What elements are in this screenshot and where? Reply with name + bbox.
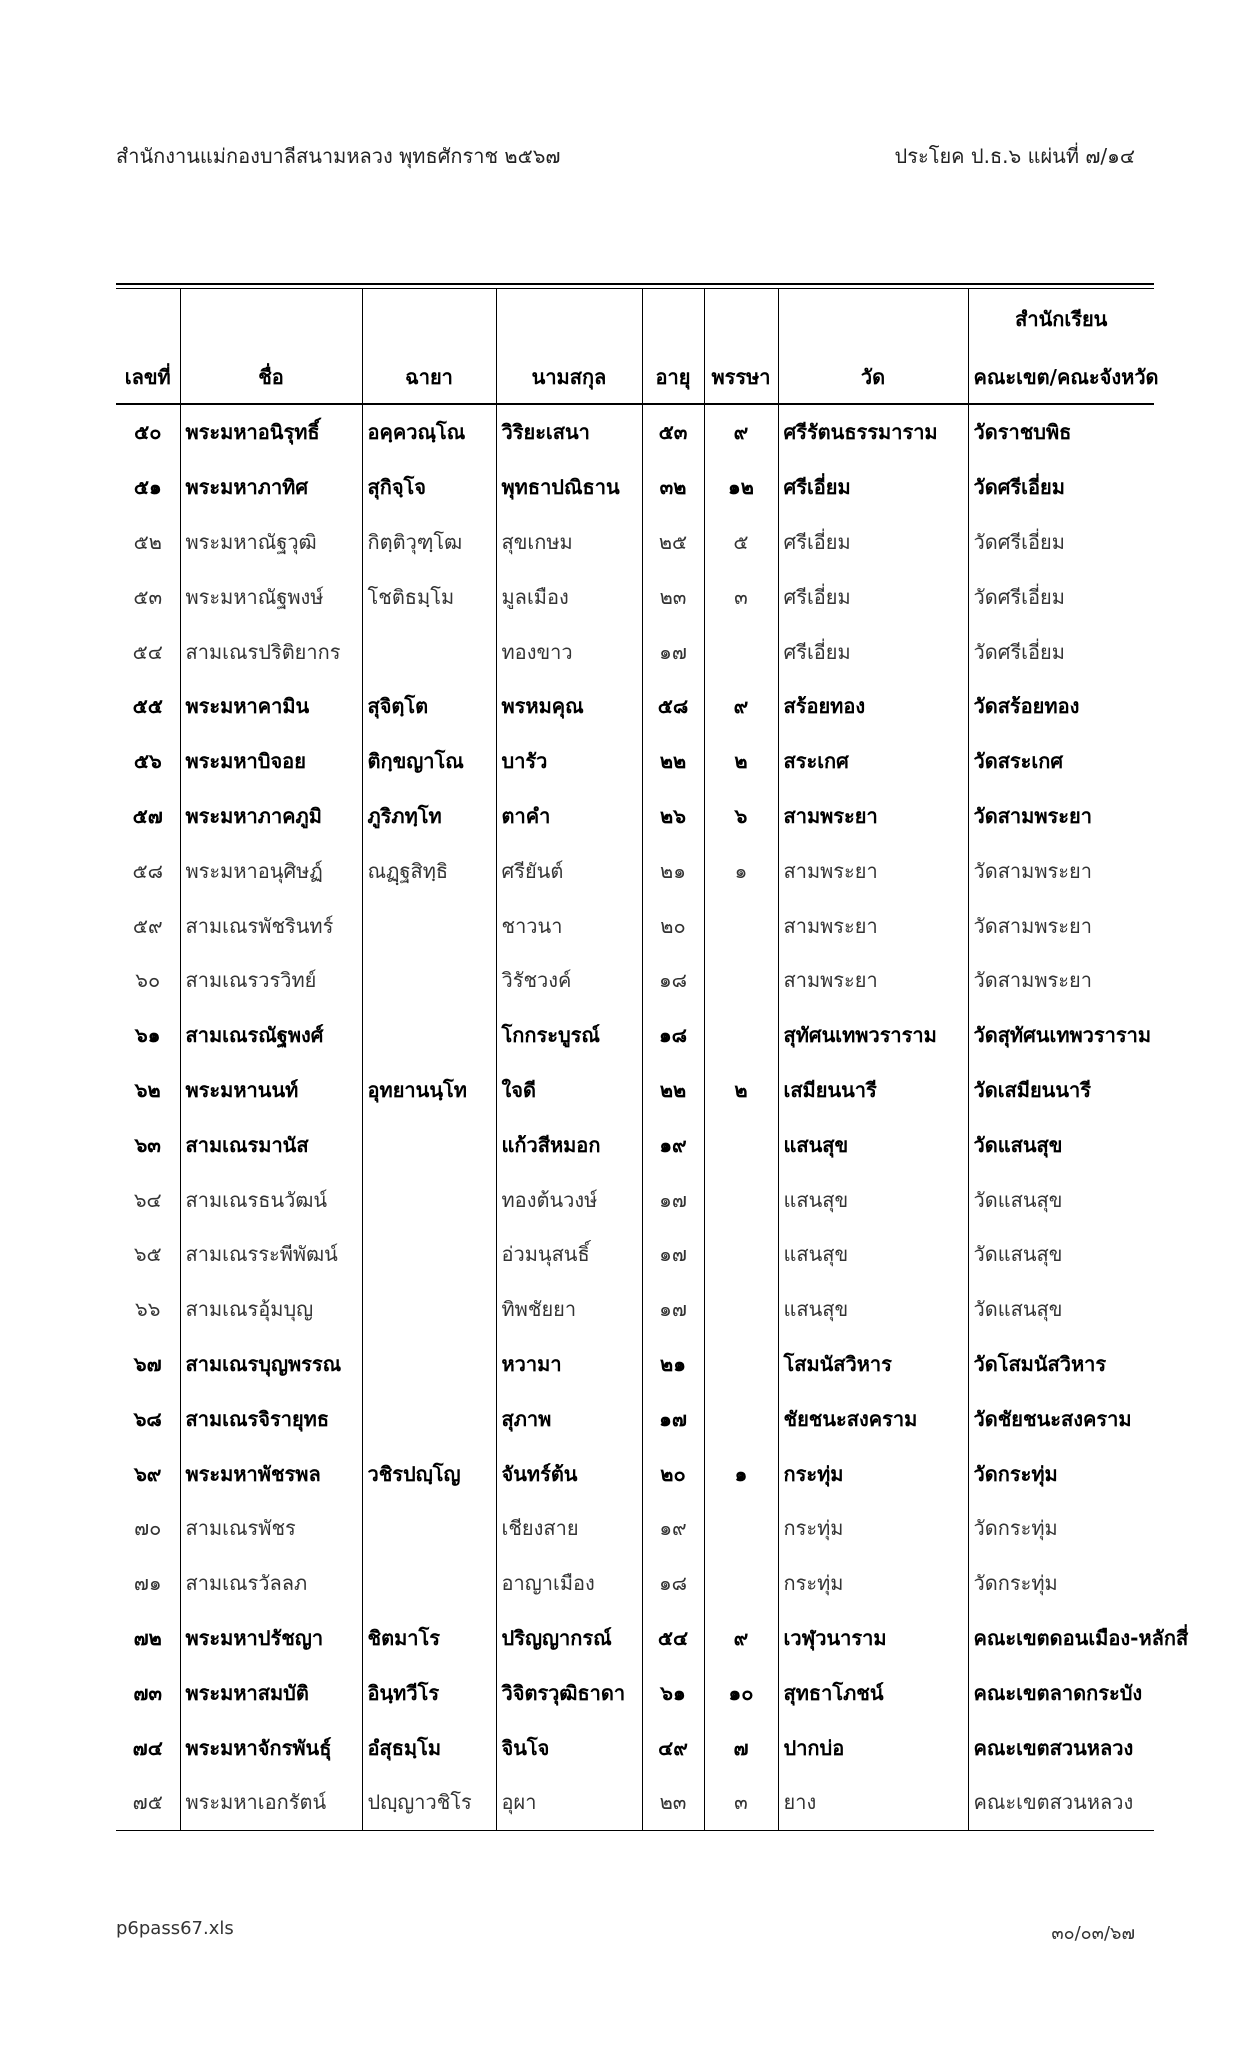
cell-office: วัดศรีเอี่ยม	[968, 460, 1154, 515]
cell-age: ๒๐	[642, 1446, 704, 1501]
cell-age: ๑๗	[642, 1227, 704, 1282]
cell-age: ๓๒	[642, 460, 704, 515]
cell-chaya	[362, 1337, 496, 1392]
cell-surname: วิจิตรวุฒิธาดา	[496, 1665, 642, 1720]
cell-chaya	[362, 1282, 496, 1337]
table-row	[116, 1556, 1154, 1611]
cell-name: สามเณรธนวัฒน์	[180, 1172, 362, 1227]
cell-age: ๒๓	[642, 569, 704, 624]
cell-no: ๕๘	[132, 858, 164, 883]
cell-surname: สุภาพ	[496, 1391, 642, 1446]
cell-age: ๒๖	[642, 789, 704, 844]
cell-no: ๗๑	[133, 1571, 162, 1596]
cell-chaya	[362, 1391, 496, 1446]
cell-no: ๗๔	[132, 1735, 163, 1760]
cell-surname: ทองต้นวงษ์	[496, 1172, 642, 1227]
cell-wat: สามพระยา	[778, 843, 968, 898]
cell-office: วัดโสมนัสวิหาร	[968, 1337, 1154, 1392]
table-row	[116, 1391, 1154, 1446]
cell-phansa: ๑๐	[704, 1665, 778, 1720]
cell-wat: กระทุ่ม	[778, 1501, 968, 1556]
cell-chaya: อุทยานนฺโท	[362, 1063, 496, 1118]
cell-chaya	[362, 1501, 496, 1556]
cell-name: พระมหาอนิรุทธิ์	[180, 404, 362, 460]
cell-age: ๒๑	[642, 843, 704, 898]
cell-name: สามเณรณัฐพงศ์	[180, 1008, 362, 1063]
cell-wat: แสนสุข	[778, 1282, 968, 1337]
table-row	[116, 1282, 1154, 1337]
cell-name: สามเณรจิรายุทธ	[180, 1391, 362, 1446]
table-row	[116, 734, 1154, 789]
cell-office: วัดศรีเอี่ยม	[968, 624, 1154, 679]
cell-name: พระมหาภาทิศ	[180, 460, 362, 515]
cell-phansa	[704, 1117, 778, 1172]
cell-name: สามเณรบุญพรรณ	[180, 1337, 362, 1392]
cell-age: ๑๙	[642, 1117, 704, 1172]
cell-wat: ยาง	[778, 1775, 968, 1830]
cell-wat: กระทุ่ม	[778, 1446, 968, 1501]
cell-name: พระมหาคามิน	[180, 679, 362, 734]
cell-age: ๒๓	[642, 1775, 704, 1830]
col-header-office-line2: คณะเขต/คณะจังหวัด	[973, 365, 1159, 389]
cell-age: ๑๘	[642, 1556, 704, 1611]
cell-chaya	[362, 953, 496, 1008]
cell-age: ๖๑	[642, 1665, 704, 1720]
cell-no: ๗๕	[116, 1775, 180, 1830]
results-table-container	[116, 283, 1189, 1831]
cell-wat: สุทธาโภชน์	[778, 1665, 968, 1720]
cell-office: วัดสุทัศนเทพวราราม	[968, 1008, 1154, 1063]
cell-surname: ทิพชัยยา	[496, 1282, 642, 1337]
cell-phansa: ๓	[704, 569, 778, 624]
cell-no: ๕๙	[132, 913, 163, 938]
cell-no: ๖๐	[135, 968, 161, 993]
cell-phansa: ๓	[704, 1775, 778, 1830]
cell-chaya: อคฺควณฺโณ	[362, 404, 496, 460]
cell-age: ๒๒	[642, 734, 704, 789]
cell-phansa: ๙	[704, 404, 778, 460]
cell-surname: โกกระบูรณ์	[496, 1008, 642, 1063]
cell-chaya: สุกิจฺโจ	[362, 460, 496, 515]
cell-wat: สุทัศนเทพวราราม	[778, 1008, 968, 1063]
cell-surname: หวามา	[496, 1337, 642, 1392]
cell-office: วัดแสนสุข	[968, 1117, 1154, 1172]
cell-phansa	[704, 1337, 778, 1392]
table-row	[116, 1337, 1154, 1392]
cell-wat: สระเกศ	[778, 734, 968, 789]
cell-age: ๔๙	[642, 1720, 704, 1775]
table-row	[116, 404, 1154, 460]
cell-surname: เชียงสาย	[496, 1501, 642, 1556]
cell-surname: จินโจ	[496, 1720, 642, 1775]
cell-office: วัดศรีเอี่ยม	[968, 569, 1154, 624]
cell-name: พระมหาจักรพันธุ์	[180, 1720, 362, 1775]
col-header-wat: วัด	[778, 289, 968, 404]
cell-surname: พุทธาปณิธาน	[496, 460, 642, 515]
cell-office: วัดสามพระยา	[968, 953, 1154, 1008]
cell-phansa: ๙	[704, 1611, 778, 1666]
cell-name: พระมหาอนุศิษฏ์	[180, 843, 362, 898]
cell-surname: อาญาเมือง	[496, 1556, 642, 1611]
cell-no: ๖๑	[135, 1023, 161, 1048]
cell-no: ๖๖	[135, 1297, 161, 1322]
cell-no: ๕๑	[133, 475, 162, 500]
cell-phansa	[704, 1172, 778, 1227]
cell-office: วัดแสนสุข	[968, 1172, 1154, 1227]
col-header-office	[968, 289, 1159, 404]
cell-wat: สร้อยทอง	[778, 679, 968, 734]
cell-name: พระมหาเอกรัตน์	[180, 1775, 362, 1830]
cell-chaya: ณฏฺฐสิทฺธิ	[362, 843, 496, 898]
table-body	[116, 404, 1189, 1830]
cell-wat: ศรีเอี่ยม	[778, 460, 968, 515]
table-row	[116, 843, 1154, 898]
cell-chaya	[362, 898, 496, 953]
table-row	[116, 1611, 1154, 1666]
cell-wat: เวฬุวนาราม	[778, 1611, 968, 1666]
cell-phansa	[704, 1501, 778, 1556]
cell-phansa: ๙	[704, 679, 778, 734]
cell-office: วัดแสนสุข	[968, 1282, 1154, 1337]
col-header-chaya: ฉายา	[362, 289, 496, 404]
table-row	[116, 1227, 1154, 1282]
col-header-age: อายุ	[642, 289, 704, 404]
cell-surname: ชาวนา	[496, 898, 642, 953]
cell-surname: ศรียันต์	[496, 843, 642, 898]
cell-wat: สามพระยา	[778, 898, 968, 953]
cell-chaya	[362, 1227, 496, 1282]
cell-name: พระมหาสมบัติ	[180, 1665, 362, 1720]
cell-name: พระมหาปรัชญา	[180, 1611, 362, 1666]
cell-phansa	[704, 1227, 778, 1282]
cell-wat: เสมียนนารี	[778, 1063, 968, 1118]
cell-phansa	[704, 1282, 778, 1337]
table-header-row	[116, 289, 1154, 404]
table-row	[116, 1665, 1154, 1720]
cell-phansa: ๒	[704, 1063, 778, 1118]
cell-age: ๑๗	[642, 1282, 704, 1337]
cell-office: วัดสระเกศ	[968, 734, 1154, 789]
cell-age: ๑๙	[642, 1501, 704, 1556]
col-header-name: ชื่อ	[180, 289, 362, 404]
col-header-no: เลขที่	[116, 289, 180, 404]
cell-age: ๑๗	[642, 624, 704, 679]
cell-chaya: กิตฺติวุฑฺโฒ	[362, 515, 496, 570]
cell-age: ๕๔	[642, 1611, 704, 1666]
table-row	[116, 1501, 1154, 1556]
cell-chaya: ภูริภทฺโท	[362, 789, 496, 844]
cell-name: สามเณรพัชรินทร์	[180, 898, 362, 953]
cell-phansa: ๒	[704, 734, 778, 789]
cell-no: ๗๒	[133, 1625, 162, 1650]
cell-surname: ใจดี	[496, 1063, 642, 1118]
cell-office: วัดกระทุ่ม	[968, 1501, 1154, 1556]
cell-phansa	[704, 1391, 778, 1446]
table-row	[116, 1775, 1154, 1830]
cell-no: ๕๕	[132, 694, 163, 719]
table-row	[116, 460, 1154, 515]
cell-surname: พรหมคุณ	[496, 679, 642, 734]
table-row	[116, 898, 1154, 953]
cell-wat: กระทุ่ม	[778, 1556, 968, 1611]
cell-wat: ศรีรัตนธรรมาราม	[778, 404, 968, 460]
cell-age: ๒๑	[642, 1337, 704, 1392]
cell-wat: ชัยชนะสงคราม	[778, 1391, 968, 1446]
cell-no: ๖๙	[134, 1461, 162, 1486]
cell-age: ๑๗	[642, 1172, 704, 1227]
cell-name: พระมหาณัฐวุฒิ	[180, 515, 362, 570]
cell-chaya	[362, 1172, 496, 1227]
cell-chaya	[362, 1556, 496, 1611]
table-row	[116, 1008, 1154, 1063]
table-row	[116, 1172, 1154, 1227]
cell-wat: แสนสุข	[778, 1227, 968, 1282]
cell-no: ๕๗	[132, 803, 163, 828]
cell-name: พระมหาณัฐพงษ์	[180, 569, 362, 624]
table-row	[116, 624, 1154, 679]
cell-phansa	[704, 624, 778, 679]
cell-office: วัดชัยชนะสงคราม	[968, 1391, 1154, 1446]
cell-chaya: อินฺทวีโร	[362, 1665, 496, 1720]
cell-age: ๒๒	[642, 1063, 704, 1118]
cell-chaya: สุจิตฺโต	[362, 679, 496, 734]
cell-chaya	[362, 624, 496, 679]
cell-no: ๖๔	[133, 1187, 162, 1212]
cell-office: คณะเขตสวนหลวง	[968, 1775, 1154, 1830]
cell-office: วัดศรีเอี่ยม	[968, 515, 1154, 570]
cell-name: สามเณรมานัส	[180, 1117, 362, 1172]
cell-age: ๑๗	[642, 1391, 704, 1446]
cell-phansa: ๕	[704, 515, 778, 570]
cell-wat: ศรีเอี่ยม	[778, 624, 968, 679]
cell-name: สามเณรปริติยากร	[180, 624, 362, 679]
cell-surname: วิรัชวงค์	[496, 953, 642, 1008]
cell-office: วัดสามพระยา	[968, 843, 1154, 898]
cell-wat: ศรีเอี่ยม	[778, 515, 968, 570]
cell-no: ๕๒	[133, 529, 162, 554]
cell-office: วัดสามพระยา	[968, 898, 1154, 953]
cell-chaya: อํสุธมฺโม	[362, 1720, 496, 1775]
cell-office: วัดเสมียนนารี	[968, 1063, 1154, 1118]
cell-no: ๕๖	[133, 749, 162, 774]
col-header-phansa: พรรษา	[704, 289, 778, 404]
cell-age: ๒๐	[642, 898, 704, 953]
cell-wat: สามพระยา	[778, 789, 968, 844]
cell-name: สามเณรอุ้มบุญ	[180, 1282, 362, 1337]
cell-no: ๗๐	[134, 1516, 162, 1541]
cell-age: ๕๘	[642, 679, 704, 734]
cell-wat: ปากบ่อ	[778, 1720, 968, 1775]
cell-name: พระมหาพัชรพล	[180, 1446, 362, 1501]
cell-office: วัดแสนสุข	[968, 1227, 1154, 1282]
cell-surname: ทองขาว	[496, 624, 642, 679]
footer-filename: p6pass67.xls	[116, 1918, 234, 1939]
cell-office: วัดกระทุ่ม	[968, 1556, 1154, 1611]
cell-name: สามเณรวัลลภ	[180, 1556, 362, 1611]
cell-age: ๑๘	[642, 953, 704, 1008]
table-row	[116, 1720, 1154, 1775]
header-left-text: สำนักงานแม่กองบาลีสนามหลวง พุทธศักราช ๒๕๖๗	[116, 144, 561, 168]
cell-phansa	[704, 953, 778, 1008]
cell-name: พระมหาบิจอย	[180, 734, 362, 789]
table-row	[116, 569, 1154, 624]
cell-name: สามเณรพัชร	[180, 1501, 362, 1556]
cell-wat: ศรีเอี่ยม	[778, 569, 968, 624]
cell-office: วัดสามพระยา	[968, 789, 1154, 844]
table-row	[116, 1063, 1154, 1118]
cell-no: ๕๐	[134, 420, 162, 445]
cell-chaya: ชิตมาโร	[362, 1611, 496, 1666]
cell-phansa	[704, 898, 778, 953]
cell-phansa	[704, 1556, 778, 1611]
cell-office: คณะเขตลาดกระบัง	[968, 1665, 1154, 1720]
cell-office: วัดราชบพิธ	[968, 404, 1154, 460]
cell-name: สามเณรระพีพัฒน์	[180, 1227, 362, 1282]
cell-no: ๕๔	[132, 639, 163, 664]
cell-surname: อุผา	[496, 1775, 642, 1830]
cell-surname: วิริยะเสนา	[496, 404, 642, 460]
cell-surname: บารัว	[496, 734, 642, 789]
cell-phansa	[704, 1008, 778, 1063]
cell-chaya: วชิรปญฺโญ	[362, 1446, 496, 1501]
cell-name: สามเณรวรวิทย์	[180, 953, 362, 1008]
cell-surname: มูลเมือง	[496, 569, 642, 624]
cell-no: ๖๓	[134, 1132, 161, 1157]
cell-no: ๖๘	[133, 1406, 162, 1431]
cell-phansa: ๑	[704, 843, 778, 898]
cell-chaya: ปญฺญาวชิโร	[362, 1775, 496, 1830]
results-table	[116, 289, 1189, 1831]
header-right-text: ประโยค ป.ธ.๖ แผ่นที่ ๗/๑๔	[894, 144, 1135, 168]
cell-phansa: ๑	[704, 1446, 778, 1501]
footer-date: ๓๐/๐๓/๖๗	[1051, 1923, 1135, 1944]
cell-surname: ตาคำ	[496, 789, 642, 844]
cell-surname: อ่วมนุสนธิ์	[496, 1227, 642, 1282]
col-header-office-line1: สำนักเรียน	[1015, 307, 1108, 331]
col-header-surname: นามสกุล	[496, 289, 642, 404]
cell-office: คณะเขตดอนเมือง-หลักสี่	[968, 1611, 1154, 1666]
table-row	[116, 953, 1154, 1008]
cell-wat: โสมนัสวิหาร	[778, 1337, 968, 1392]
cell-name: พระมหาภาคภูมิ	[180, 789, 362, 844]
cell-office: วัดสร้อยทอง	[968, 679, 1154, 734]
cell-age: ๑๘	[642, 1008, 704, 1063]
cell-wat: แสนสุข	[778, 1172, 968, 1227]
table-row	[116, 1446, 1154, 1501]
table-row	[116, 515, 1154, 570]
cell-no: ๖๕	[133, 1242, 162, 1267]
cell-office: วัดกระทุ่ม	[968, 1446, 1154, 1501]
cell-no: ๖๒	[134, 1077, 161, 1102]
table-row	[116, 789, 1154, 844]
cell-no: ๕๓	[133, 584, 163, 609]
cell-phansa: ๑๒	[704, 460, 778, 515]
cell-chaya	[362, 1008, 496, 1063]
cell-chaya	[362, 1117, 496, 1172]
cell-age: ๒๕	[642, 515, 704, 570]
cell-chaya: ติกฺขญาโณ	[362, 734, 496, 789]
cell-wat: สามพระยา	[778, 953, 968, 1008]
cell-surname: จันทร์ต้น	[496, 1446, 642, 1501]
cell-chaya: โชติธมฺโม	[362, 569, 496, 624]
table-row	[116, 1117, 1154, 1172]
cell-no: ๖๗	[133, 1351, 162, 1376]
cell-surname: สุขเกษม	[496, 515, 642, 570]
cell-wat: แสนสุข	[778, 1117, 968, 1172]
cell-surname: ปริญญากรณ์	[496, 1611, 642, 1666]
table-row	[116, 679, 1154, 734]
cell-phansa: ๖	[704, 789, 778, 844]
cell-surname: แก้วสีหมอก	[496, 1117, 642, 1172]
cell-age: ๕๓	[642, 404, 704, 460]
cell-no: ๗๓	[133, 1680, 163, 1705]
cell-phansa: ๗	[704, 1720, 778, 1775]
cell-name: พระมหานนท์	[180, 1063, 362, 1118]
cell-office: คณะเขตสวนหลวง	[968, 1720, 1154, 1775]
